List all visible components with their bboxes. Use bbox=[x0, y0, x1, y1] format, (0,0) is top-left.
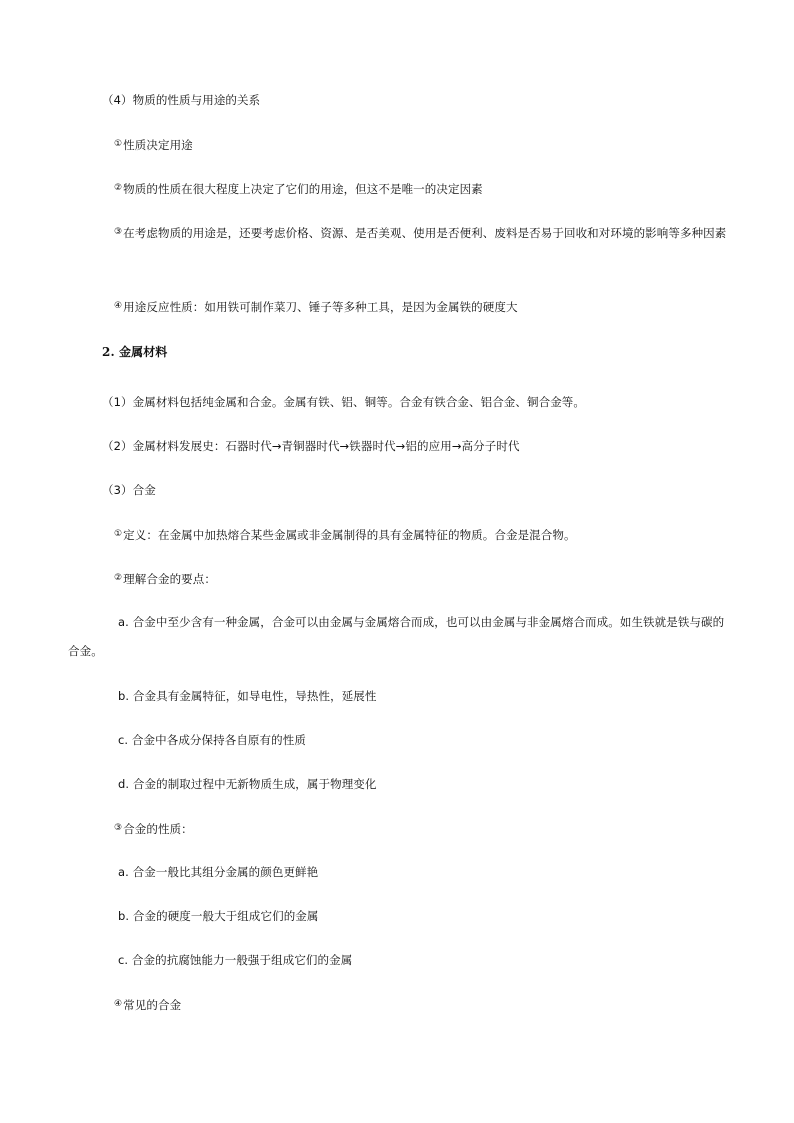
section-heading: 2. 金属材料 bbox=[102, 345, 168, 359]
circle-number-marker: ① bbox=[114, 139, 123, 149]
list-item: a. 合金中至少含有一种金属，合金可以由金属与金属熔合而成，也可以由金属与非金属熔合而成。如生铁就是铁与碳的合金。 bbox=[68, 615, 725, 658]
list-item: ④常见的合金 bbox=[114, 998, 182, 1012]
list-item: ④用途反应性质：如用铁可制作菜刀、锤子等多种工具，是因为金属铁的硬度大 bbox=[114, 300, 518, 314]
circle-number-marker: ③ bbox=[114, 227, 123, 237]
list-item: ①性质决定用途 bbox=[114, 138, 193, 152]
list-item: ②物质的性质在很大程度上决定了它们的用途，但这不是唯一的决定因素 bbox=[114, 182, 483, 196]
list-item: b. 合金具有金属特征，如导电性，导热性，延展性 bbox=[118, 689, 377, 703]
circle-number-marker: ② bbox=[114, 183, 123, 193]
circle-number-marker: ② bbox=[114, 573, 123, 583]
list-item: c. 合金的抗腐蚀能力一般强于组成它们的金属 bbox=[118, 953, 353, 967]
list-item: ①定义：在金属中加热熔合某些金属或非金属制得的具有金属特征的物质。合金是混合物。 bbox=[114, 528, 576, 542]
circle-number-marker: ③ bbox=[114, 823, 123, 833]
list-item: d. 合金的制取过程中无新物质生成，属于物理变化 bbox=[118, 777, 377, 791]
circle-number-marker: ① bbox=[114, 529, 123, 539]
list-item: c. 合金中各成分保持各自原有的性质 bbox=[118, 733, 306, 747]
subsection-heading-3: （3）合金 bbox=[102, 483, 156, 497]
list-item: a. 合金一般比其组分金属的颜色更鲜艳 bbox=[118, 865, 319, 879]
list-item: ②理解合金的要点： bbox=[114, 572, 216, 586]
paragraph: （1）金属材料包括纯金属和合金。金属有铁、铝、铜等。合金有铁合金、铝合金、铜合金等。 bbox=[102, 395, 586, 409]
paragraph: （2）金属材料发展史：石器时代→青铜器时代→铁器时代→铝的应用→高分子时代 bbox=[102, 439, 520, 453]
list-item: b. 合金的硬度一般大于组成它们的金属 bbox=[118, 909, 319, 923]
list-item: ③在考虑物质的用途是，还要考虑价格、资源、是否美观、使用是否便利、废料是否易于回收和对环境的影响等多种因素 bbox=[114, 226, 727, 240]
circle-number-marker: ④ bbox=[114, 301, 123, 311]
list-item: ③合金的性质： bbox=[114, 822, 193, 836]
subsection-heading-4: （4）物质的性质与用途的关系 bbox=[102, 93, 261, 107]
circle-number-marker: ④ bbox=[114, 999, 123, 1009]
